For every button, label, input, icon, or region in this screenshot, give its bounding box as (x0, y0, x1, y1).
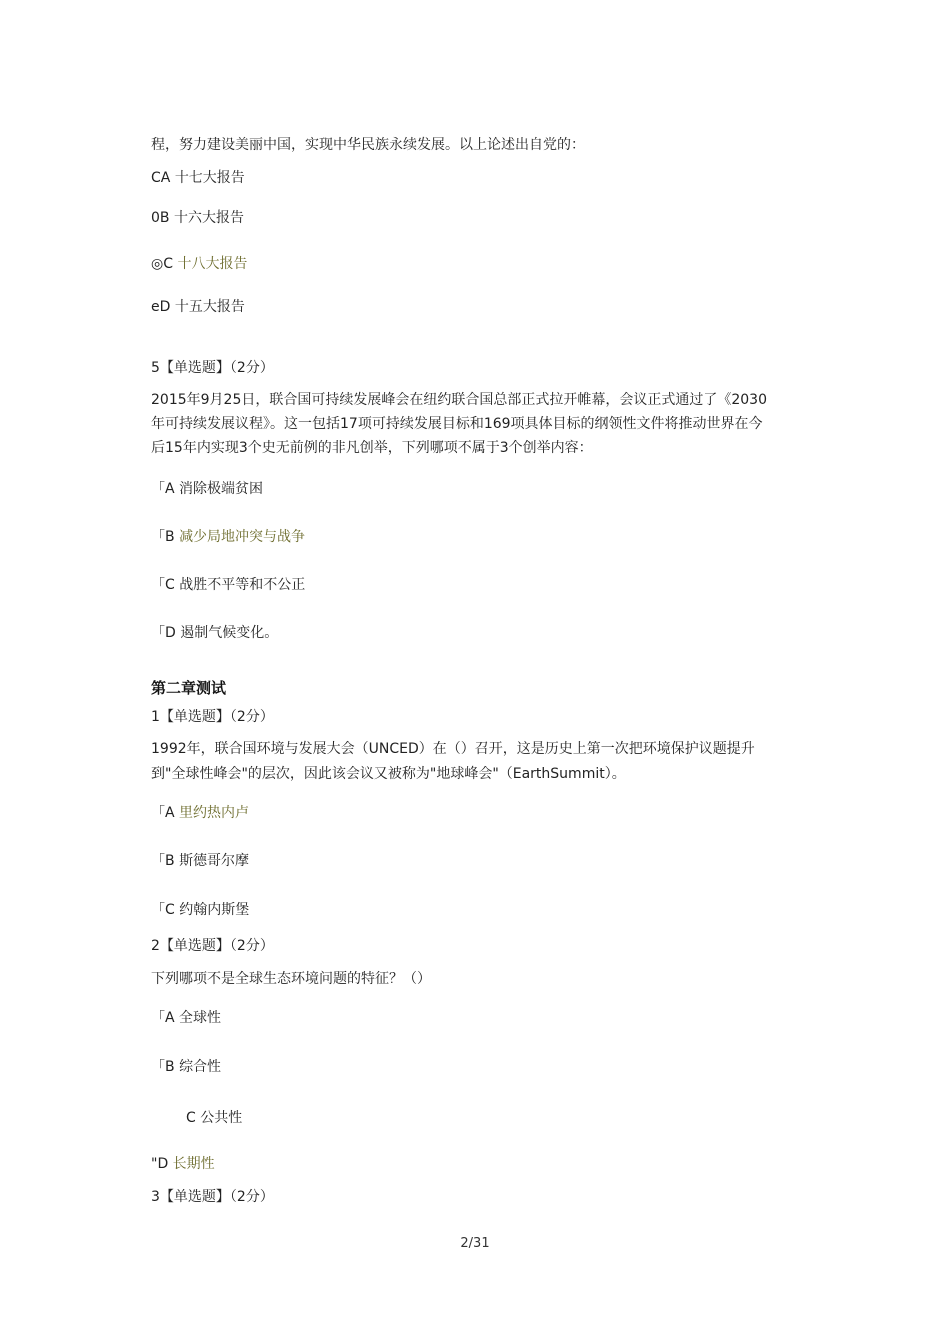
option-c[interactable] (151, 575, 305, 595)
question-header: 2【单选题】（2分） (151, 938, 274, 954)
option-text-correct: 十八大报告 (177, 256, 248, 272)
option-text: 斯德哥尔摩 (179, 853, 250, 869)
option-d[interactable] (151, 297, 245, 317)
option-text: 公共性 (200, 1110, 243, 1126)
option-marker: eD (151, 299, 175, 315)
option-marker: C (186, 1110, 201, 1126)
question-text: 后15年内实现3个史无前例的非凡创举，下列哪项不属于3个创举内容： (151, 440, 593, 456)
option-text: 十六大报告 (173, 210, 244, 226)
option-marker: ◎C (151, 256, 178, 272)
option-a[interactable] (151, 479, 263, 499)
option-marker: 「B (151, 1059, 180, 1075)
question-text: 2015年9月25日，联合国可持续发展峰会在纽约联合国总部正式拉开帷幕，会议正式通过了《2030 (151, 392, 767, 408)
option-text: 约翰内斯堡 (179, 902, 250, 918)
question-text: 到"全球性峰会"的层次，因此该会议又被称为"地球峰会"（EarthSummit）。 (151, 766, 626, 782)
option-text: 十五大报告 (174, 299, 245, 315)
option-text-correct: 长期性 (172, 1156, 215, 1172)
question-text: 下列哪项不是全球生态环境问题的特征？（） (151, 971, 431, 987)
option-marker: 0B (151, 210, 174, 226)
option-c[interactable] (151, 900, 249, 920)
option-marker: 「A (151, 805, 180, 821)
option-b[interactable] (151, 527, 305, 547)
continuation-text: 程，努力建设美丽中国，实现中华民族永续发展。以上论述出自党的： (151, 137, 585, 153)
option-text: 战胜不平等和不公正 (179, 577, 306, 593)
option-marker: 「C (151, 902, 180, 918)
question-header: 1【单选题】（2分） (151, 709, 274, 725)
option-d[interactable] (151, 1154, 215, 1174)
option-text: 综合性 (179, 1059, 222, 1075)
option-text: 消除极端贫困 (179, 481, 264, 497)
option-c[interactable] (151, 254, 247, 274)
option-marker: 「A (151, 481, 180, 497)
option-marker: 「B (151, 853, 180, 869)
option-text-correct: 减少局地冲突与战争 (179, 529, 306, 545)
option-marker: 「B (151, 529, 180, 545)
option-a[interactable] (151, 168, 245, 188)
option-marker: CA (151, 170, 175, 186)
option-text: 十七大报告 (174, 170, 245, 186)
option-d[interactable] (151, 623, 278, 643)
option-marker: 「C (151, 577, 180, 593)
option-marker: 「A (151, 1010, 180, 1026)
option-a[interactable] (151, 803, 249, 823)
option-text: 全球性 (179, 1010, 222, 1026)
chapter-title: 第二章测试 (151, 679, 227, 697)
question-text: 1992年，联合国环境与发展大会（UNCED）在（）召开，这是历史上第一次把环境保护议题提升 (151, 741, 755, 757)
question-header: 5【单选题】（2分） (151, 360, 274, 376)
question-header: 3【单选题】（2分） (151, 1189, 274, 1205)
option-marker: "D (151, 1156, 173, 1172)
option-a[interactable] (151, 1008, 221, 1028)
option-b[interactable] (151, 851, 249, 871)
option-marker: 「D (151, 625, 181, 641)
option-text-correct: 里约热内卢 (179, 805, 250, 821)
question-text: 年可持续发展议程》。这一包括17项可持续发展目标和169项具体目标的纲领性文件将推动世界在今 (151, 416, 763, 432)
option-c[interactable] (186, 1108, 242, 1128)
option-b[interactable] (151, 208, 244, 228)
option-text: 遏制气候变化。 (180, 625, 279, 641)
option-b[interactable] (151, 1057, 221, 1077)
page-number: 2/31 (460, 1236, 490, 1251)
